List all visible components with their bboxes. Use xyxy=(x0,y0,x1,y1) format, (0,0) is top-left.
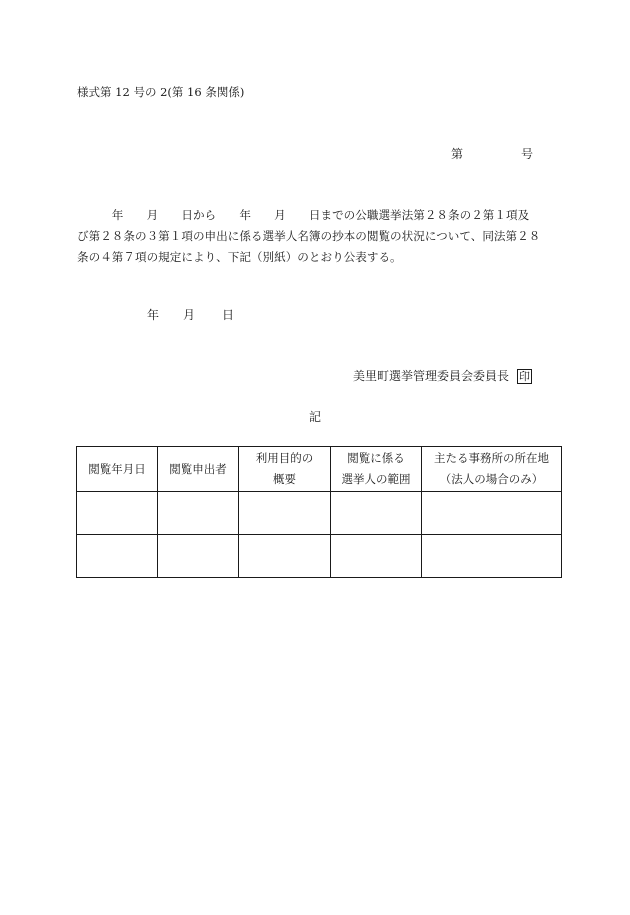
table-cell xyxy=(77,535,158,578)
header-voter-scope: 閲覧に係る 選挙人の範囲 xyxy=(331,447,422,492)
ki-heading: 記 xyxy=(309,410,322,424)
table-row xyxy=(77,535,562,578)
seal-mark: 印 xyxy=(519,370,531,383)
table-cell xyxy=(239,535,331,578)
table-cell xyxy=(239,492,331,535)
header-office-address: 主たる事務所の所在地 （法人の場合のみ） xyxy=(422,447,562,492)
document-number-prefix: 第 xyxy=(451,147,464,161)
header-applicant: 閲覧申出者 xyxy=(158,447,239,492)
header-purpose: 利用目的の 概要 xyxy=(239,447,331,492)
table-row xyxy=(77,492,562,535)
body-line: び第２８条の３第１項の申出に係る選挙人名簿の抄本の閲覧の状況について、同法第２８ xyxy=(77,229,541,243)
table-header-row xyxy=(77,447,562,492)
date-month-label: 月 xyxy=(183,308,196,322)
table-cell xyxy=(158,492,239,535)
table-cell xyxy=(422,535,562,578)
body-paragraph xyxy=(77,205,561,268)
table-cell xyxy=(77,492,158,535)
date-year-label: 年 xyxy=(147,308,160,322)
date-day-label: 日 xyxy=(222,308,235,322)
header-inspection-date: 閲覧年月日 xyxy=(77,447,158,492)
body-line: 条の４第７項の規定により、下記（別紙）のとおり公表する。 xyxy=(77,250,402,264)
document-number-suffix: 号 xyxy=(521,147,534,161)
publication-date xyxy=(147,307,234,323)
table-cell xyxy=(331,492,422,535)
document-number xyxy=(451,146,533,162)
table-cell xyxy=(331,535,422,578)
signer-block xyxy=(353,368,532,384)
signer-title: 美里町選挙管理委員会委員長 xyxy=(353,369,510,383)
table-cell xyxy=(158,535,239,578)
body-line: 年 月 日から 年 月 日までの公職選挙法第２８条の２第１項及 xyxy=(77,208,530,222)
table-cell xyxy=(422,492,562,535)
form-id: 様式第 12 号の 2(第 16 条関係) xyxy=(77,85,245,99)
inspection-table xyxy=(76,446,562,578)
